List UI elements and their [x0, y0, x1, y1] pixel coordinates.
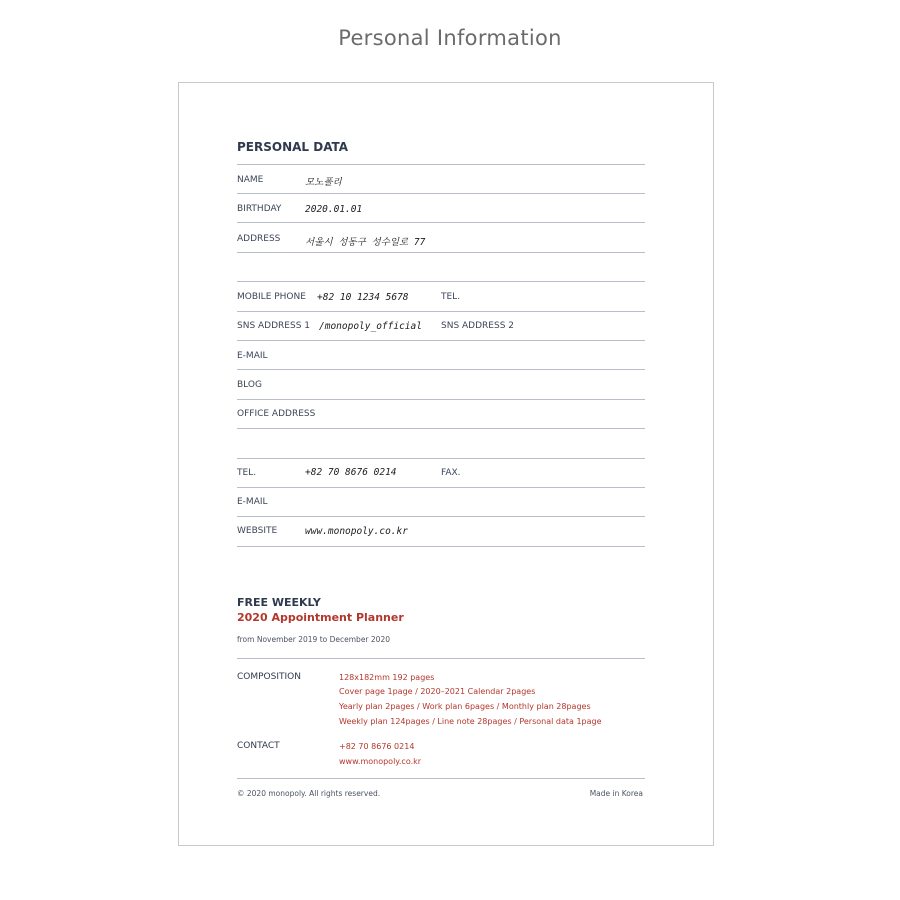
divider	[237, 369, 645, 370]
address-label: ADDRESS	[237, 234, 281, 244]
contact-phone: +82 70 8676 0214	[339, 742, 415, 751]
composition-line: Weekly plan 124pages / Line note 28pages / Personal data 1page	[339, 717, 602, 726]
divider	[237, 778, 645, 779]
blog-label: BLOG	[237, 380, 262, 390]
planner-subtitle: 2020 Appointment Planner	[237, 611, 404, 624]
tel-label: TEL.	[441, 292, 461, 302]
office-email-label: E-MAIL	[237, 497, 268, 507]
contact-website: www.monopoly.co.kr	[339, 757, 422, 766]
divider	[237, 487, 645, 488]
sns-address-1-value[interactable]: /monopoly_official	[319, 321, 422, 332]
divider	[237, 311, 645, 312]
made-in: Made in Korea	[589, 789, 643, 798]
planner-page	[178, 82, 714, 846]
planner-title: FREE WEEKLY	[237, 596, 321, 609]
page-heading: Personal Information	[338, 26, 562, 50]
composition-line: Yearly plan 2pages / Work plan 6pages / Monthly plan 28pages	[339, 702, 591, 711]
planner-range: from November 2019 to December 2020	[237, 635, 390, 644]
divider	[237, 222, 645, 223]
composition-label: COMPOSITION	[237, 672, 301, 682]
office-tel-value[interactable]: +82 70 8676 0214	[305, 467, 397, 478]
divider	[237, 281, 645, 282]
divider	[237, 658, 645, 659]
divider	[237, 546, 645, 547]
birthday-value[interactable]: 2020.01.01	[305, 204, 363, 215]
fax-label: FAX.	[441, 468, 461, 478]
office-address-label: OFFICE ADDRESS	[237, 409, 316, 419]
composition-line: 128x182mm 192 pages	[339, 673, 435, 682]
contact-label: CONTACT	[237, 741, 280, 751]
name-value[interactable]: 모노폴리	[305, 177, 342, 188]
name-label: NAME	[237, 175, 264, 185]
sns-address-1-label: SNS ADDRESS 1	[237, 321, 310, 331]
divider	[237, 458, 645, 459]
divider	[237, 193, 645, 194]
copyright: © 2020 monopoly. All rights reserved.	[237, 789, 381, 798]
personal-data-title: PERSONAL DATA	[237, 140, 349, 154]
divider	[237, 164, 645, 165]
divider	[237, 340, 645, 341]
email-label: E-MAIL	[237, 351, 268, 361]
composition-line: Cover page 1page / 2020–2021 Calendar 2pages	[339, 687, 536, 696]
divider	[237, 516, 645, 517]
sns-address-2-label: SNS ADDRESS 2	[441, 321, 514, 331]
mobile-phone-label: MOBILE PHONE	[237, 292, 306, 302]
address-value[interactable]: 서울시 성동구 성수일로 77	[305, 237, 426, 248]
divider	[237, 428, 645, 429]
divider	[237, 252, 645, 253]
website-value[interactable]: www.monopoly.co.kr	[305, 526, 408, 537]
website-label: WEBSITE	[237, 526, 278, 536]
office-tel-label: TEL.	[237, 468, 257, 478]
mobile-phone-value[interactable]: +82 10 1234 5678	[317, 292, 409, 303]
divider	[237, 399, 645, 400]
birthday-label: BIRTHDAY	[237, 204, 282, 214]
